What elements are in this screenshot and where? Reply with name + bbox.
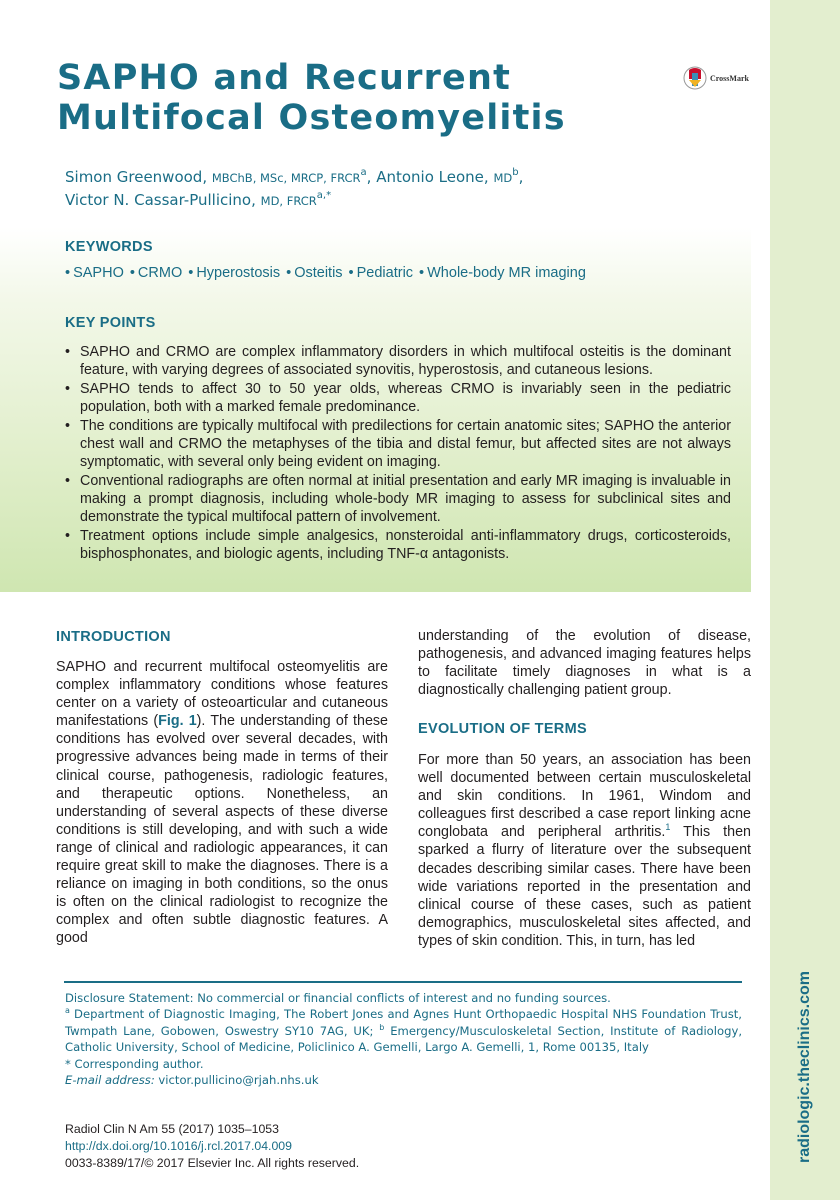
disclosure-statement: Disclosure Statement: No commercial or financial conflicts of interest and no funding sources. — [65, 991, 611, 1005]
article-title: SAPHO and Recurrent Multifocal Osteomyelitis — [57, 58, 566, 138]
email-link[interactable]: victor.pullicino@rjah.nhs.uk — [154, 1073, 319, 1088]
author-degrees: MD, FRCR — [260, 194, 317, 208]
keyword: • Pediatric — [348, 265, 414, 281]
keyword: • Osteitis — [286, 265, 343, 281]
journal-citation: Radiol Clin N Am 55 (2017) 1035–1053 — [65, 1122, 279, 1136]
corresponding-author: * Corresponding author. — [65, 1056, 204, 1071]
author-affiliation-mark: b — [512, 167, 519, 178]
author-name: Antonio Leone — [376, 168, 484, 186]
key-point: • Treatment options include simple analgesics, nonsteroidal anti-inflammatory drugs, corticosteroids, bisphosphonates, and biologic agents, including TNF-α antagonists. — [65, 527, 731, 563]
keywords-list — [65, 265, 592, 281]
footnotes — [65, 990, 742, 1088]
author-affiliation-mark: a — [360, 167, 367, 178]
crossmark-label: CrossMark — [710, 73, 749, 83]
author-name: Victor N. Cassar-Pullicino — [65, 191, 252, 209]
footnote-divider — [64, 981, 742, 983]
keyword: • SAPHO — [65, 265, 124, 281]
key-point: • Conventional radiographs are often normal at initial presentation and early MR imaging is invaluable in making a prompt diagnosis, including whole-body MR imaging to assess for subclinical sites and demonstrate the typical multifocal pattern of involvement. — [65, 472, 731, 526]
key-point: • SAPHO and CRMO are complex inflammatory disorders in which multifocal osteitis is the dominant feature, with varying degrees of associated synovitis, hyperostosis, and cutaneous lesions. — [65, 343, 731, 379]
crossmark-icon — [683, 66, 707, 90]
evolution-heading: EVOLUTION OF TERMS — [418, 721, 587, 737]
keyword: • Whole-body MR imaging — [419, 265, 586, 281]
author-affiliation-mark: a,* — [316, 190, 332, 201]
email-line: E-mail address: victor.pullicino@rjah.nhs.uk — [65, 1073, 319, 1088]
author-degrees: MBChB, MSc, MRCP, FRCR — [211, 171, 361, 185]
keyword: • CRMO — [129, 265, 183, 281]
keywords-heading: KEYWORDS — [65, 239, 153, 255]
crossmark-badge[interactable] — [683, 65, 763, 91]
key-points-list — [65, 343, 731, 564]
key-points-heading: KEY POINTS — [65, 315, 156, 331]
affiliations: $^a$ Department of Diagnostic Imaging, The Robert Jones and Agnes Hunt Orthopaedic Hospital NHS Foundation Trust, Twmpath Lane, Gobowen, Oswestry SY10 7AG, UK; $^b$ Emergency/Musculoskeletal Section, Institute of Radiology, Catholic University, School of Medicine, Policlinico A. Gemelli, Largo A. Gemelli, 1, Rome 00135, Italy — [65, 1006, 742, 1055]
author-degrees: MD — [493, 171, 513, 185]
figure-link[interactable]: Fig. 1 — [158, 713, 197, 730]
citation-block — [65, 1121, 359, 1172]
key-point: • The conditions are typically multifocal with predilections for certain anatomic sites; SAPHO the anterior chest wall and CRMO the metaphyses of the tibia and distal femur, but affected sites are not always symptomatic, with several only being evident on imaging. — [65, 417, 731, 471]
introduction-paragraph: SAPHO and recurrent multifocal osteomyelitis are complex inflammatory conditions whose features center on a variety of osteoarticular and cutaneous manifestations (Fig. 1). The understanding of these conditions has evolved over several decades, with progressive advances being made in terms of their clinical course, pathogenesis, radiologic features, and therapeutic options. Nonetheless, an understanding of several aspects of these diverse conditions is still developing, and with such a wide range of clinical and radiologic appearances, it can require great skill to make the diagnoses. There is a reliance on imaging in both conditions, so the onus is often on the clinical radiologist to recognize the complex and often subtle diagnostic features. A good — [56, 659, 388, 947]
keyword: • Hyperostosis — [188, 265, 281, 281]
evolution-paragraph: For more than 50 years, an association has been well documented between certain musculoskeletal and skin conditions. In 1961, Windom and colleagues first described a case report linking acne conglobata and peripheral arthritis.$^1$ This then sparked a flurry of literature over the subsequent decades describing similar cases. There have been wide variations reported in the presentation and clinical course of these cases, such as patient demographics, musculoskeletal sites affected, and types of skin condition. This, in turn, has led — [418, 752, 751, 949]
introduction-heading: INTRODUCTION — [56, 629, 171, 645]
author-name: Simon Greenwood — [65, 168, 203, 186]
introduction-paragraph-continued: understanding of the evolution of disease, pathogenesis, and advanced imaging features helps to facilitate timely diagnoses in what is a diagnostically challenging patient group. — [418, 628, 751, 699]
reference-link[interactable]: 1 — [665, 822, 671, 833]
doi-link[interactable]: http://dx.doi.org/10.1016/j.rcl.2017.04.009 — [65, 1139, 292, 1153]
journal-url[interactable]: radiologic.theclinics.com — [796, 970, 813, 1164]
key-point: • SAPHO tends to affect 30 to 50 year olds, whereas CRMO is invariably seen in the pediatric population, both with a marked female predominance. — [65, 380, 731, 416]
author-list: Simon Greenwood, MBChB, MSc, MRCP, FRCR$^a$, Antonio Leone, $MD^b$, Victor N. Cassar-Pullicino, MD, $FRCR^{a,*}$ — [65, 167, 524, 209]
copyright: 0033-8389/17/© 2017 Elsevier Inc. All rights reserved. — [65, 1156, 360, 1170]
